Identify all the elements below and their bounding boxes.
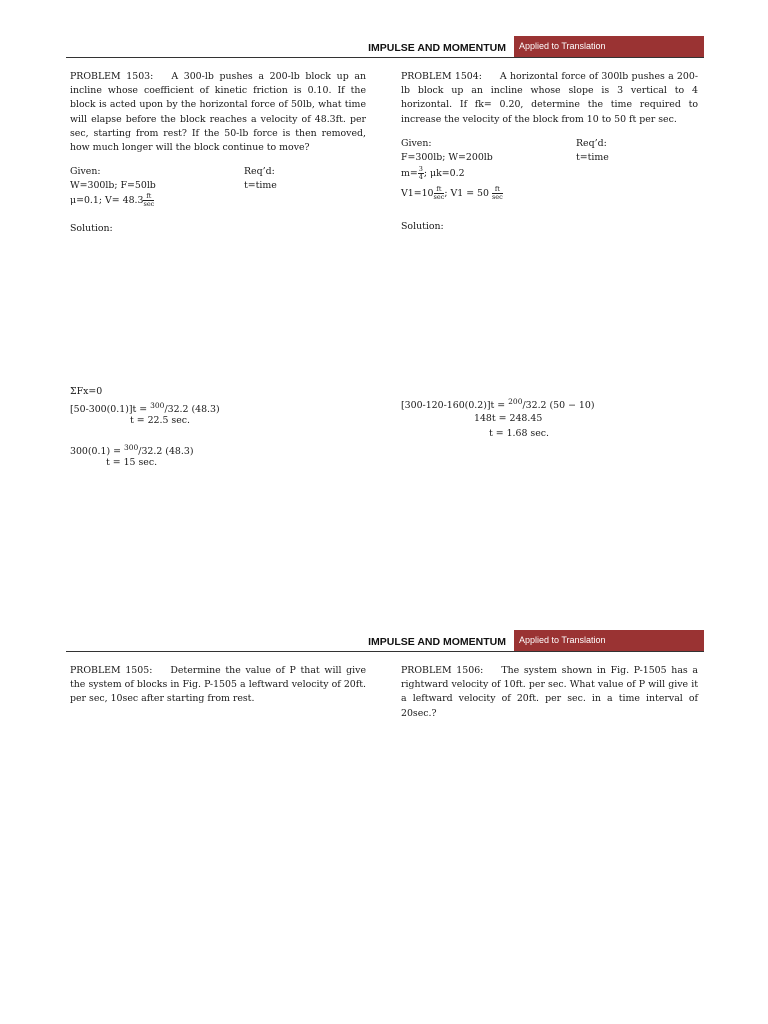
given-line-2: μ=0.1; V= 48.3 $\frac{ft}{\sec}$ <box>70 192 155 208</box>
problem-number: PROBLEM 1503: <box>70 71 154 82</box>
equation-result-t: t = 1.68 sec. <box>489 428 550 439</box>
reqd-label: Req’d: <box>576 138 607 149</box>
solution-label: Solution: <box>70 223 113 234</box>
problem-1506 <box>401 664 698 721</box>
problem-number: PROBLEM 1505: <box>70 665 153 676</box>
equation-result-t: t = 22.5 sec. <box>130 415 191 426</box>
equation-impulse: [300-120-160(0.2)]t = $^{200}$/32.2 (50 − 10) <box>401 397 595 411</box>
section-tag: Applied to Translation <box>514 630 704 651</box>
given-line-1: F=300lb; W=200lb <box>401 152 493 163</box>
equation-simplified: 148t = 248.45 <box>474 413 543 424</box>
section-header <box>66 35 704 58</box>
section-title: IMPULSE AND MOMENTUM <box>368 42 506 54</box>
problem-number: PROBLEM 1506: <box>401 665 484 676</box>
equation-sum-fx: ΣFx=0 <box>70 386 103 397</box>
problem-text: The system shown in Fig. P-1505 has a rightward velocity of 10ft. per sec. What value of P will give it a leftward velocity of 20ft. per sec. in a time interval of 20sec.? <box>401 665 699 719</box>
solution-label: Solution: <box>401 221 444 232</box>
equation-impulse: [50-300(0.1)]t = $^{300}$/32.2 (48.3) <box>70 401 220 415</box>
given-line-1: W=300lb; F=50lb <box>70 180 156 191</box>
section-title: IMPULSE AND MOMENTUM <box>368 636 506 648</box>
reqd-label: Req’d: <box>244 166 275 177</box>
reqd-value: t=time <box>576 152 609 163</box>
problem-number: PROBLEM 1504: <box>401 71 482 82</box>
given-line-3: V1=10 $\frac{ft}{\sec}$ ; V1 = 50 $\frac{ft}{\sec}$ <box>401 185 503 201</box>
section-tag: Applied to Translation <box>514 36 704 57</box>
section-header <box>66 629 704 652</box>
problem-text: A 300-lb pushes a 200-lb block up an incline whose coefficient of kinetic friction is 0.10. If the block is acted upon by the horizontal force of 50lb, what time will elapse before the block reaches a velocity of 48.3ft. per sec, starting from rest? If the 50-lb force is then removed, how much longer will the block continue to move? <box>70 71 366 154</box>
problem-text: Determine the value of P that will give the system of blocks in Fig. P-1505 a leftward velocity of 20ft. per sec, 10sec after starting from rest. <box>70 665 367 705</box>
problem-1504 <box>401 70 698 127</box>
equation-result-t2: t = 15 sec. <box>106 457 158 468</box>
given-label: Given: <box>401 138 432 149</box>
reqd-value: t=time <box>244 180 277 191</box>
problem-text: A horizontal force of 300lb pushes a 200-lb block up an incline whose slope is 3 vertical to 4 horizontal. If fk= 0.20, determine the time required to increase the velocity of the block from 10 to 50 ft per sec. <box>401 71 698 125</box>
equation-friction: 300(0.1) = $^{300}$/32.2 (48.3) <box>70 443 194 457</box>
problem-1503 <box>70 70 366 155</box>
given-line-2: m= $\frac{3}{4}$ ; μk=0.2 <box>401 165 465 181</box>
problem-1505 <box>70 664 366 707</box>
given-label: Given: <box>70 166 101 177</box>
